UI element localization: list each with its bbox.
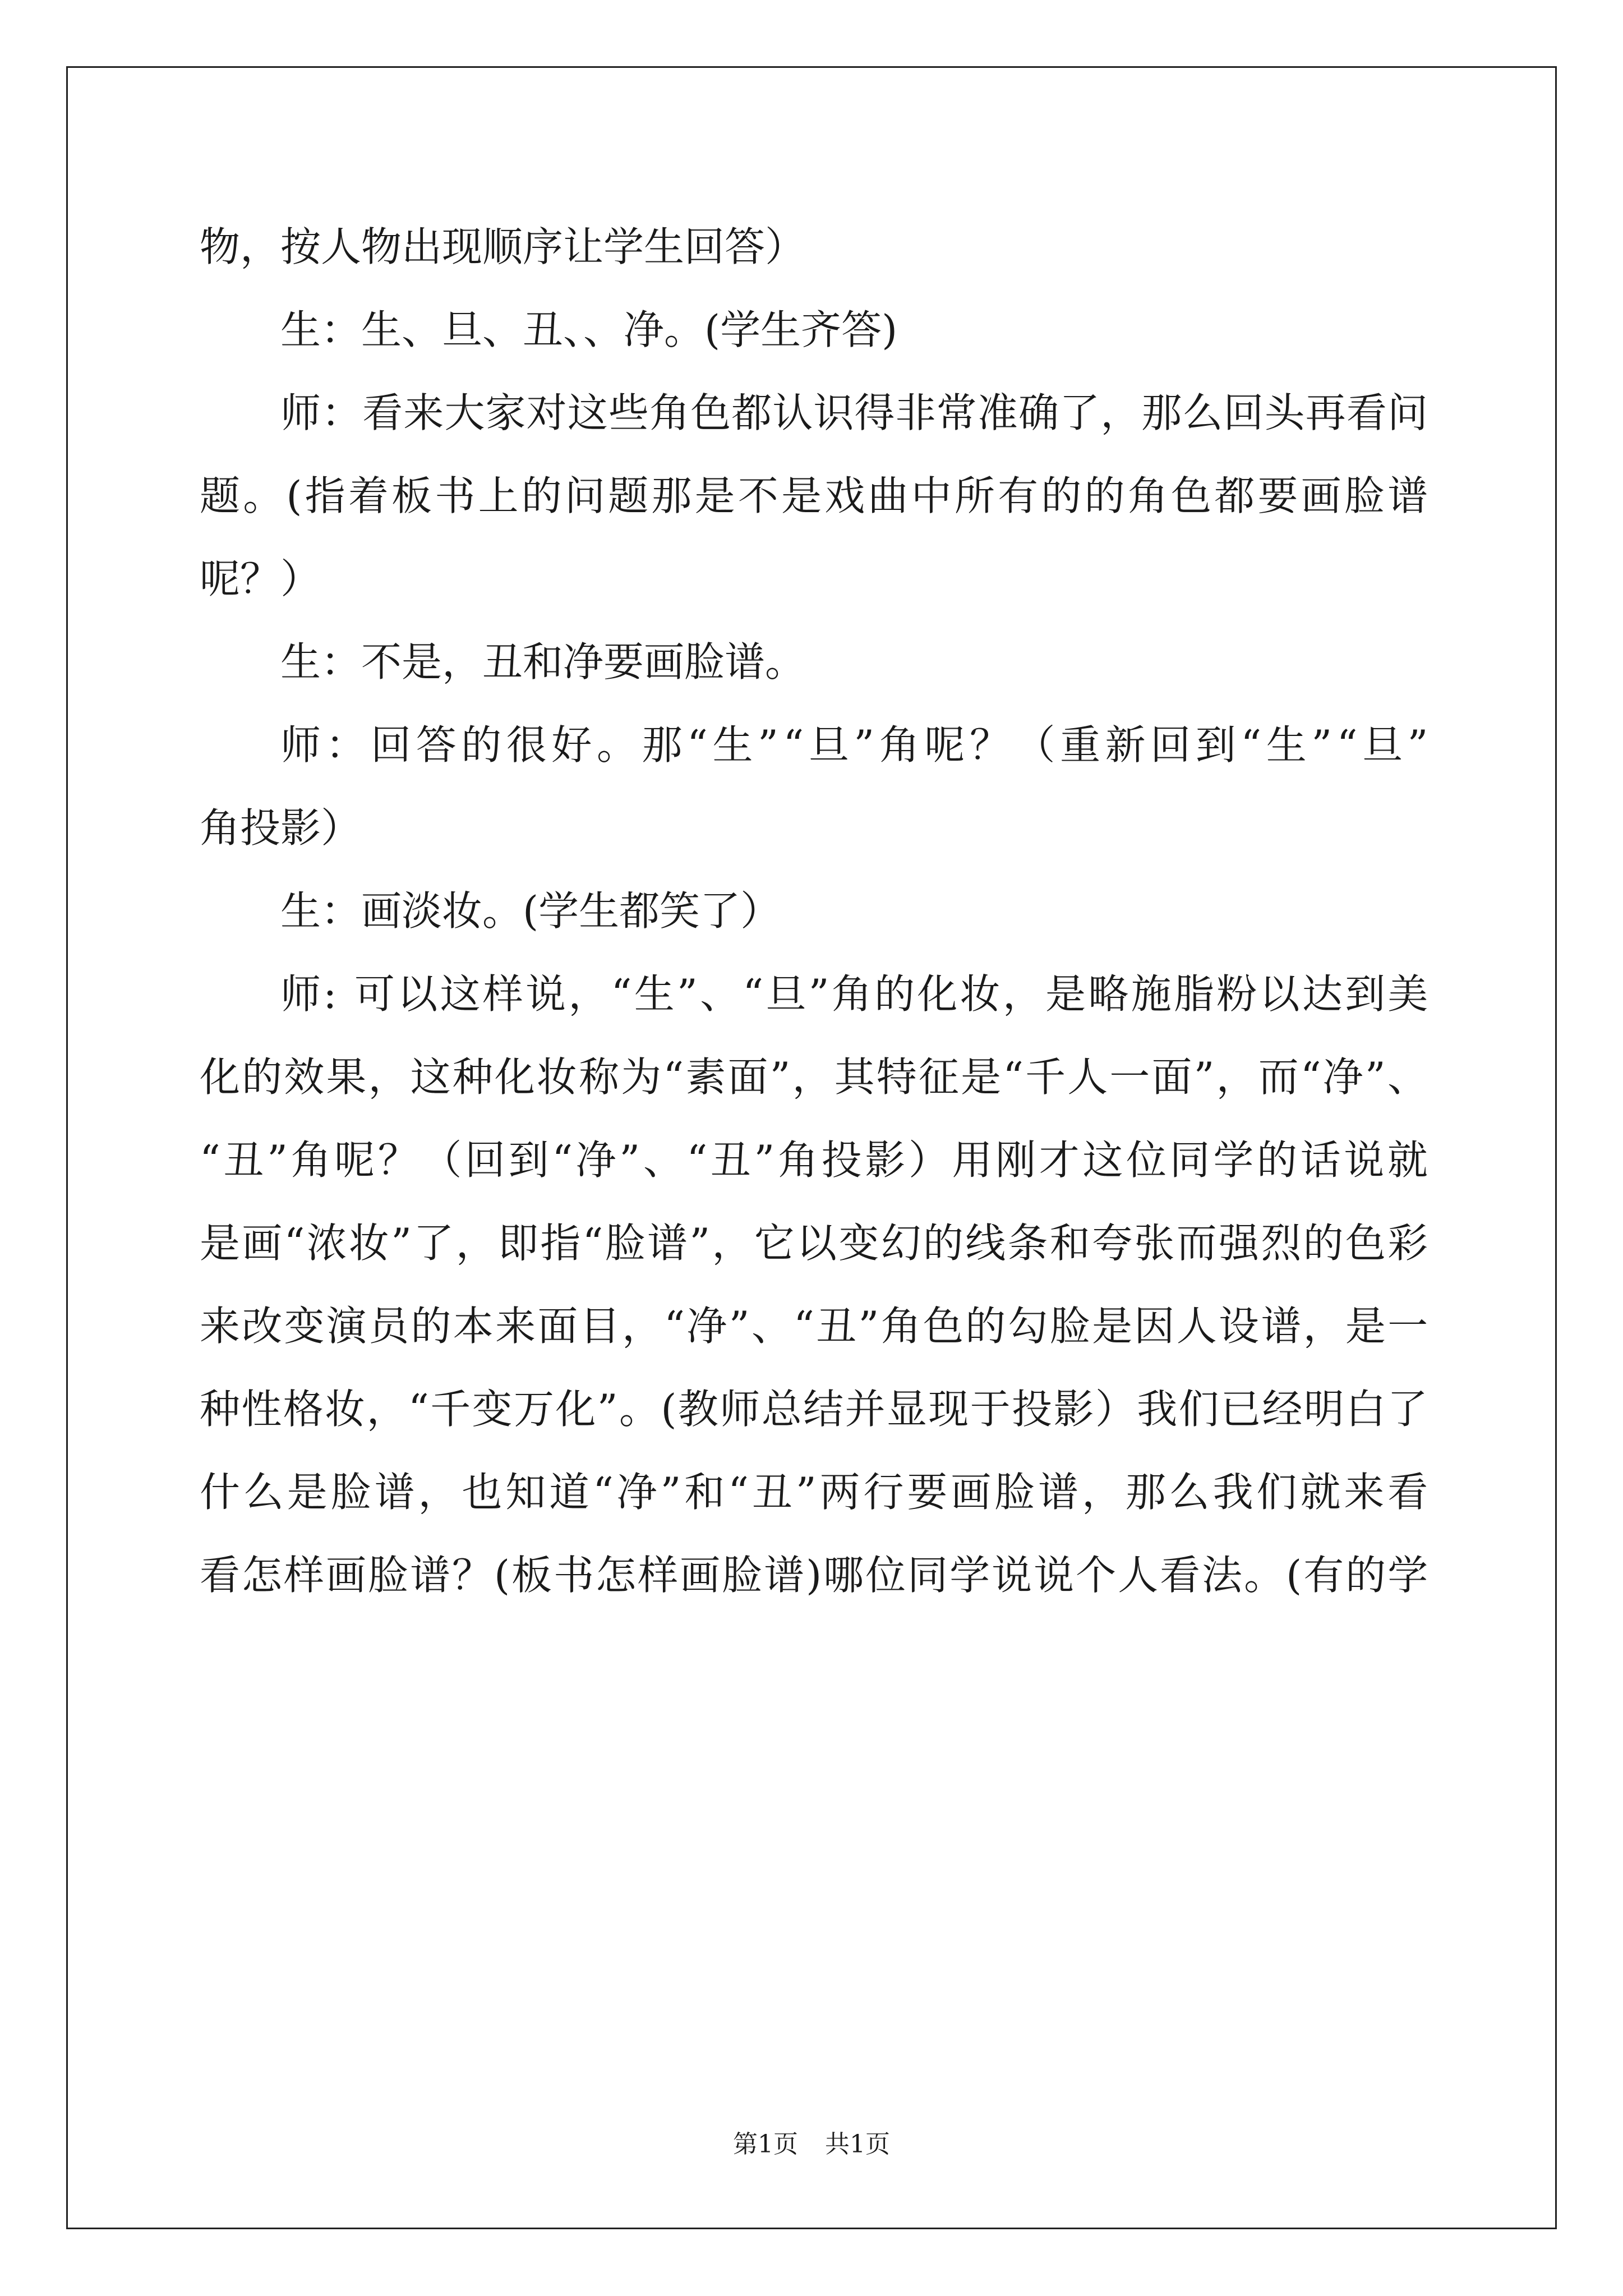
text-line: 生：生、旦、丑、、净。(学生齐答): [280, 306, 898, 353]
page-footer: [0, 2129, 1623, 2160]
text-line: 题。(指着板书上的问题那是不是戏曲中所有的的角色都要画脸谱: [200, 472, 1431, 519]
page-number: 第1页: [733, 2130, 798, 2159]
text-line: 物，按人物出现顺序让学生回答）: [200, 223, 806, 270]
text-line: 师：回答的很好。那“生”“旦”角呢？（重新回到“生”“旦”: [280, 721, 1433, 769]
text-line: 师：看来大家对这些角色都认识得非常准确了，那么回头再看问: [280, 389, 1429, 436]
text-line: 生：画淡妆。(学生都笑了）: [280, 887, 781, 935]
text-line: 种性格妆，“千变万化”。(教师总结并显现于投影）我们已经明白了: [200, 1386, 1430, 1433]
text-line: 来改变演员的本来面目，“净”、“丑”角色的勾脸是因人设谱，是一: [200, 1303, 1430, 1350]
page-total: 共1页: [825, 2130, 890, 2159]
text-line: 师: 可以这样说，“生”、“旦”角的化妆，是略施脂粉以达到美: [280, 970, 1431, 1018]
text-line: 呢？）: [200, 555, 321, 602]
text-line: 化的效果，这种化妆称为“素面”，其特征是“千人一面”，而“净”、: [200, 1053, 1430, 1101]
text-line: 生：不是，丑和净要画脸谱。: [280, 638, 806, 685]
text-line: 看怎样画脸谱？(板书怎样画脸谱)哪位同学说说个人看法。(有的学: [200, 1552, 1430, 1599]
text-line: 是画“浓妆”了，即指“脸谱”，它以变幻的线条和夸张而强烈的色彩: [200, 1220, 1430, 1267]
text-line: “丑”角呢？（回到“净”、“丑”角投影）用刚才这位同学的话说就: [200, 1137, 1431, 1184]
text-line: 什么是脸谱，也知道“净”和“丑”两行要画脸谱，那么我们就来看: [200, 1469, 1432, 1516]
text-line: 角投影）: [200, 804, 362, 852]
